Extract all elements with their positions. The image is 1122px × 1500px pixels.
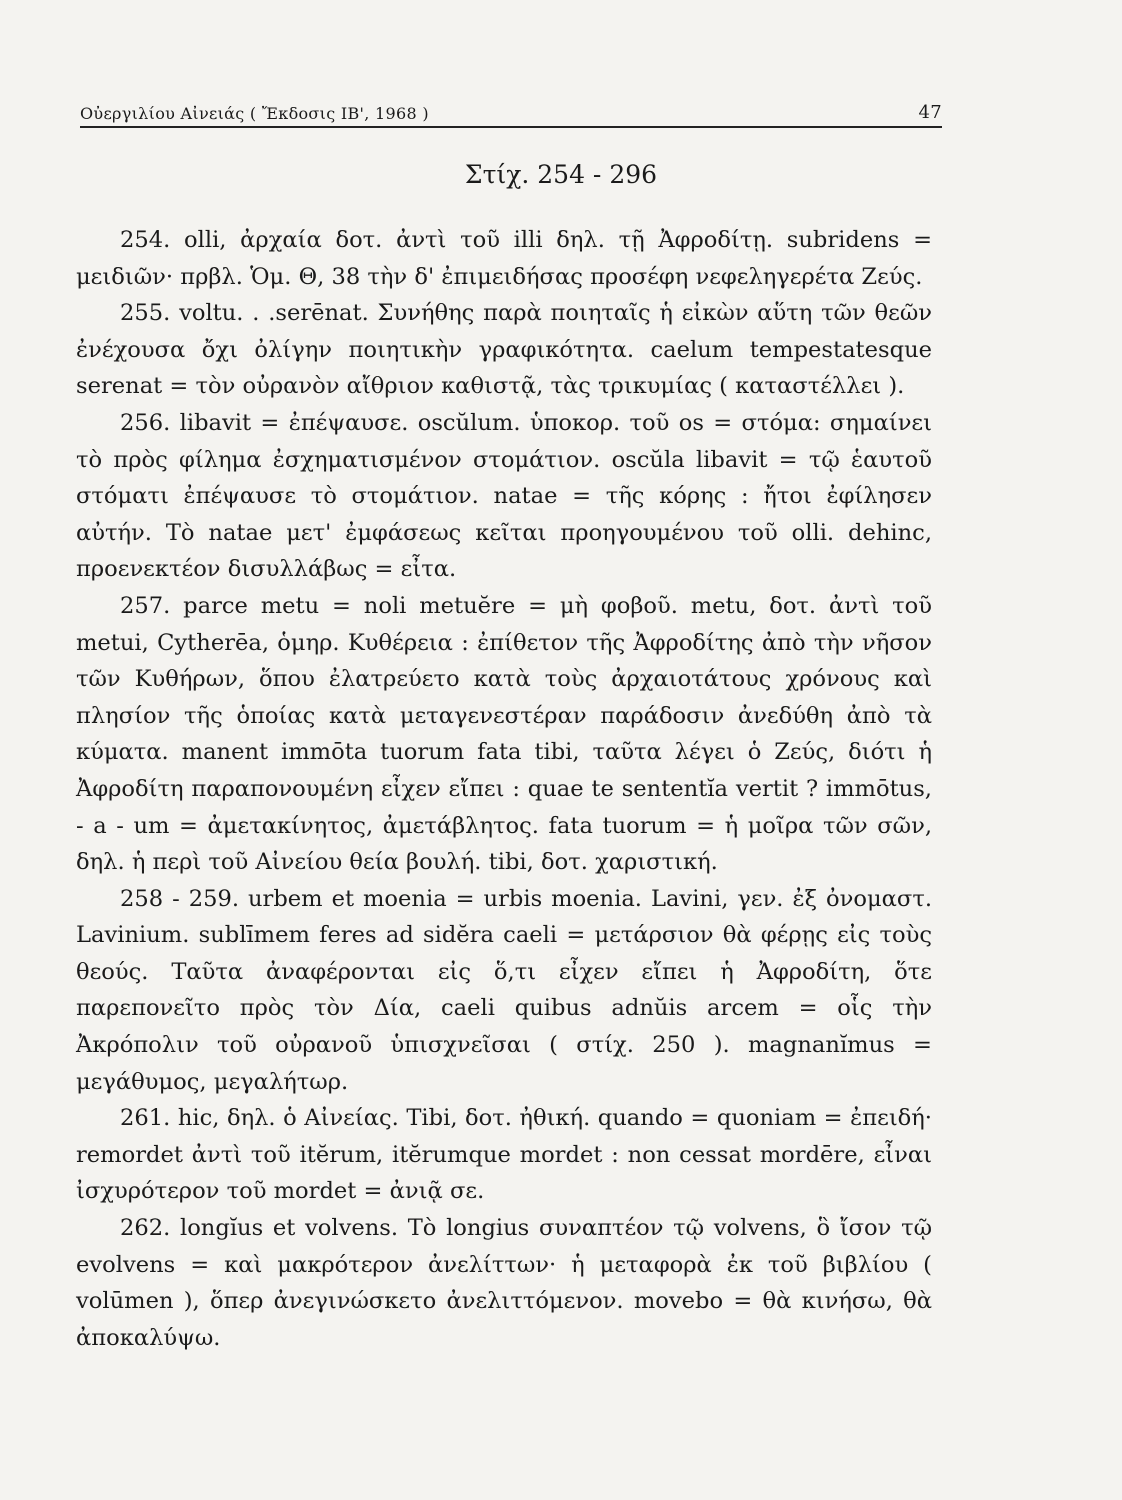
header-rule	[80, 126, 942, 128]
section-title: Στίχ. 254 - 296	[464, 160, 658, 189]
page-number: 47	[918, 102, 942, 123]
commentary-paragraph: 258 - 259. urbem et moenia = urbis moenia. Lavini, γεν. ἐξ ὀνομαστ. Lavinium. sublīmem feres ad sidĕra caeli = μετάρσιον θὰ φέρῃς εἰς τοὺς θεούς. Ταῦτα ἀναφέρονται εἰς ὅ,τι εἶχεν εἴπει ἡ Ἀφροδίτη, ὅτε παρεπονεῖτο πρὸς τὸν Δία, caeli quibus adnŭis arcem = οἷς τὴν Ἀκρόπολιν τοῦ οὐρανοῦ ὑπισχνεῖσαι ( στίχ. 250 ). magnanĭmus = μεγάθυμος, μεγαλήτωρ.	[76, 885, 932, 1095]
running-title: Οὐεργιλίου Αἰνειάς ( Ἔκδοσις ΙΒ', 1968 )	[80, 104, 429, 123]
commentary-paragraph: 254. olli, ἀρχαία δοτ. ἀντὶ τοῦ illi δηλ. τῇ Ἀφροδίτῃ. subridens = μειδιῶν· πρβλ. Ὁμ. Θ, 38 τὴν δ' ἐπιμειδήσας προσέφη νεφεληγερέτα Ζεύς.	[76, 227, 932, 290]
commentary-paragraph: 256. libavit = ἐπέψαυσε. oscŭlum. ὑποκορ. τοῦ os = στόμα: σημαίνει τὸ πρὸς φίλημα ἐσχηματισμένον στομάτιον. oscŭla libavit = τῷ ἑαυτοῦ στόματι ἐπέψαυσε τὸ στομάτιον. natae = τῆς κόρης : ἤτοι ἐφίλησεν αὐτήν. Τὸ natae μετ' ἐμφάσεως κεῖται προηγουμένου τοῦ olli. dehinc, προενεκτέον δισυλλάβως = εἶτα.	[76, 409, 932, 583]
running-header	[80, 88, 942, 123]
commentary-paragraph: 262. longĭus et volvens. Τὸ longius συναπτέον τῷ volvens, ὃ ἴσον τῷ evolvens = καὶ μακρότερον ἀνελίττων· ἡ μεταφορὰ ἐκ τοῦ βιβλίου ( volūmen ), ὅπερ ἀνεγινώσκετο ἀνελιττόμενον. movebo = θὰ κινήσω, θὰ ἀποκαλύψω.	[76, 1215, 932, 1351]
commentary-paragraph: 257. parce metu = noli metuĕre = μὴ φοβοῦ. metu, δοτ. ἀντὶ τοῦ metui, Cytherēa, ὁμηρ. Κυθέρεια : ἐπίθετον τῆς Ἀφροδίτης ἀπὸ τὴν νῆσον τῶν Κυθήρων, ὅπου ἐλατρεύετο κατὰ τοὺς ἀρχαιοτάτους χρόνους καὶ πλησίον τῆς ὁποίας κατὰ μεταγενεστέραν παράδοσιν ἀνεδύθη ἀπὸ τὰ κύματα. manent immōta tuorum fata tibi, ταῦτα λέγει ὁ Ζεύς, διότι ἡ Ἀφροδίτη παραπονουμένη εἶχεν εἴπει : quae te sententĭa vertit ? immōtus, - a - um = ἀμετακίνητος, ἀμετάβλητος. fata tuorum = ἡ μοῖρα τῶν σῶν, δηλ. ἡ περὶ τοῦ Αἰνείου θεία βουλή. tibi, δοτ. χαριστική.	[76, 592, 932, 876]
commentary-body	[76, 222, 932, 1356]
commentary-paragraph: 261. hic, δηλ. ὁ Αἰνείας. Tibi, δοτ. ἠθική. quando = quoniam = ἐπειδή· remordet ἀντὶ τοῦ itĕrum, itĕrumque mordet : non cessat mordēre, εἶναι ἰσχυρότερον τοῦ mordet = ἀνιᾷ σε.	[76, 1105, 932, 1205]
commentary-paragraph: 255. voltu. . .serēnat. Συνήθης παρὰ ποιηταῖς ἡ εἰκὼν αὕτη τῶν θεῶν ἐνέχουσα ὄχι ὀλίγην ποιητικὴν γραφικότητα. caelum tempestatesque serenat = τὸν οὐρανὸν αἴθριον καθιστᾷ, τὰς τρικυμίας ( καταστέλλει ).	[76, 300, 932, 400]
